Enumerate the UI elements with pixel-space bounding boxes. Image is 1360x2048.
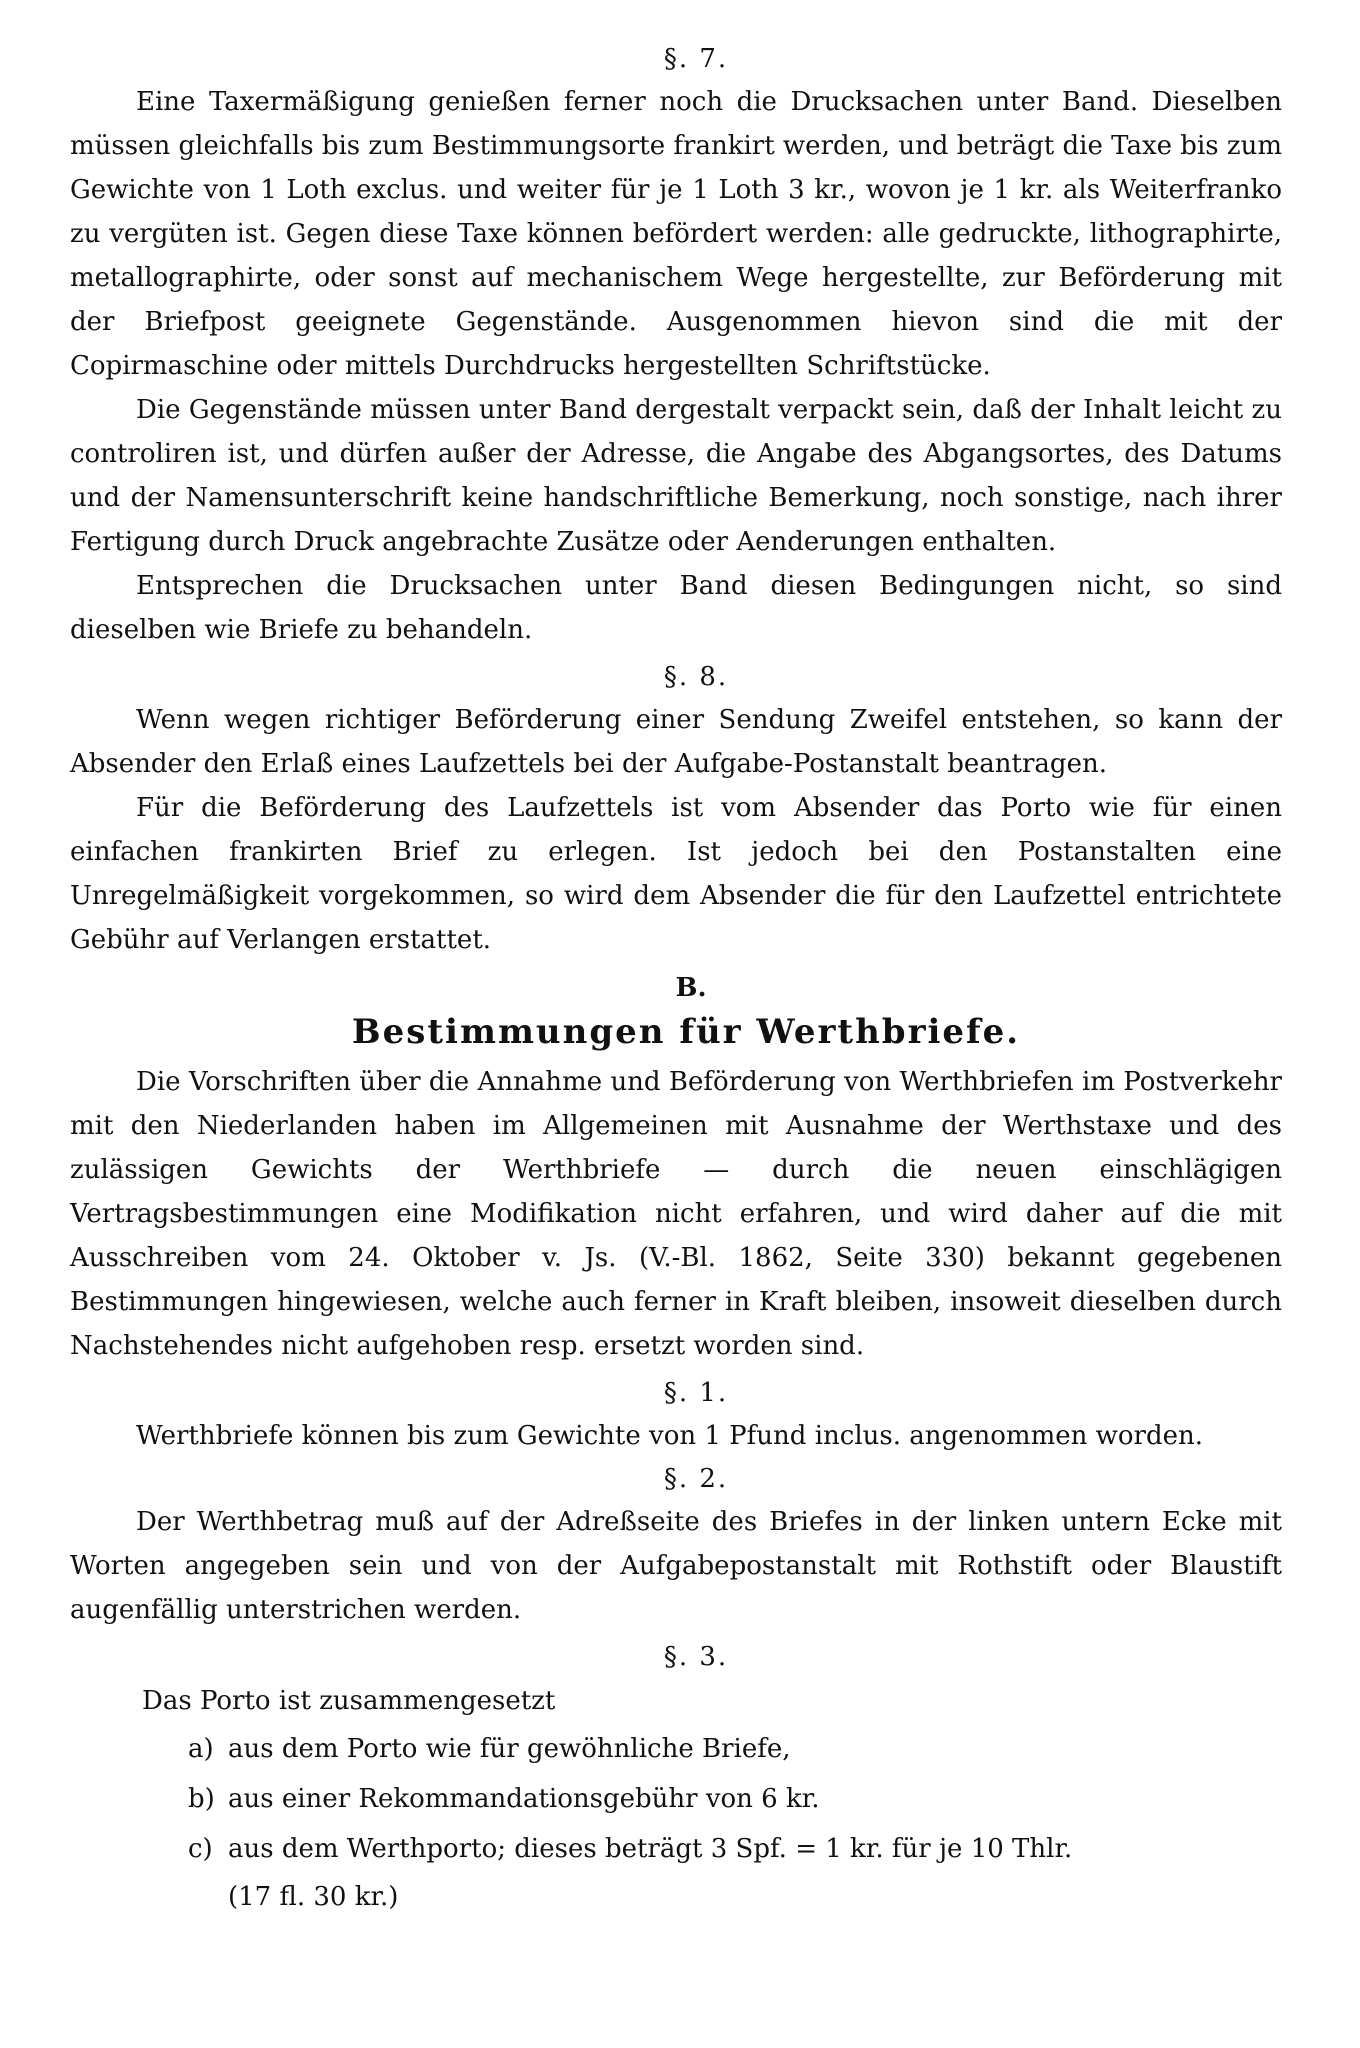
- section-7-paragraph-2: Die Gegenstände müssen unter Band dergestalt verpackt sein, daß der Inhalt leicht zu controliren ist, und dürfen außer der Adresse, die Angabe des Abgangsortes, des Datums und der Namensunterschrift keine handschriftliche Bemerkung, noch sonstige, nach ihrer Fertigung durch Druck angebrachte Zusätze oder Aenderungen enthalten.: [70, 395, 1282, 557]
- part-b-section-2-heading: §. 2.: [663, 1464, 729, 1494]
- list-item-text: aus dem Werthporto; dieses beträgt 3 Spf. = 1 kr. für je 10 Thlr.: [228, 1834, 1073, 1864]
- list-item-mark: a): [188, 1734, 214, 1764]
- part-b-section-3-intro: Das Porto ist zusammengesetzt: [142, 1686, 556, 1716]
- section-7-heading: §. 7.: [663, 44, 729, 74]
- section-7-paragraph-1: Eine Taxermäßigung genießen ferner noch die Drucksachen unter Band. Dieselben müssen gleichfalls bis zum Bestimmungsorte frankirt werden, und beträgt die Taxe bis zum Gewichte von 1 Loth exclus. und weiter für je 1 Loth 3 kr., wovon je 1 kr. als Weiterfranko zu vergüten ist. Gegen diese Taxe können befördert werden: alle gedruckte, lithographirte, metallographirte, oder sonst auf mechanischem Wege hergestellte, zur Beförderung mit der Briefpost geeignete Gegenstände. Ausgenommen hievon sind die mit der Copirmaschine oder mittels Durchdrucks hergestellten Schriftstücke.: [70, 87, 1282, 381]
- list-item: [70, 1774, 1282, 1824]
- list-item-text: aus einer Rekommandationsgebühr von 6 kr.: [228, 1784, 820, 1814]
- part-b-letter: B.: [675, 973, 707, 1003]
- part-b-section-3-heading: §. 3.: [663, 1642, 729, 1672]
- section-7-paragraph-3: Entsprechen die Drucksachen unter Band diesen Bedingungen nicht, so sind dieselben wie Briefe zu behandeln.: [70, 571, 1282, 645]
- list-item-mark: c): [188, 1834, 213, 1864]
- part-b-section-1-heading: §. 1.: [663, 1378, 729, 1408]
- part-b-section-2-text: Der Werthbetrag muß auf der Adreßseite des Briefes in der linken untern Ecke mit Worten angegeben sein und von der Aufgabepostanstalt mit Rothstift oder Blaustift augenfällig unterstrichen werden.: [70, 1507, 1282, 1625]
- list-item-text: aus dem Porto wie für gewöhnliche Briefe,: [228, 1734, 791, 1764]
- section-8-paragraph-1: Wenn wegen richtiger Beförderung einer Sendung Zweifel entstehen, so kann der Absender den Erlaß eines Laufzettels bei der Aufgabe-Postanstalt beantragen.: [70, 705, 1282, 779]
- list-item: [70, 1824, 1282, 1874]
- part-b-section-1-text: Werthbriefe können bis zum Gewichte von 1 Pfund inclus. angenommen worden.: [136, 1421, 1204, 1451]
- list-item-mark: b): [188, 1784, 215, 1814]
- list-item-continuation: (17 fl. 30 kr.): [228, 1882, 399, 1912]
- section-8-paragraph-2: Für die Beförderung des Laufzettels ist vom Absender das Porto wie für einen einfachen frankirten Brief zu erlegen. Ist jedoch bei den Postanstalten eine Unregelmäßigkeit vorgekommen, so wird dem Absender die für den Laufzettel entrichtete Gebühr auf Verlangen erstattet.: [70, 793, 1282, 955]
- part-b-title: Bestimmungen für Werthbriefe.: [351, 1012, 1021, 1052]
- list-item: [70, 1724, 1282, 1774]
- part-b-intro: Die Vorschriften über die Annahme und Beförderung von Werthbriefen im Postverkehr mit den Niederlanden haben im Allgemeinen mit Ausnahme der Werthstaxe und des zulässigen Gewichts der Werthbriefe — durch die neuen einschlägigen Vertragsbestimmungen eine Modifikation nicht erfahren, und wird daher auf die mit Ausschreiben vom 24. Oktober v. Js. (V.-Bl. 1862, Seite 330) bekannt gegebenen Bestimmungen hingewiesen, welche auch ferner in Kraft bleiben, insoweit dieselben durch Nachstehendes nicht aufgehoben resp. ersetzt worden sind.: [70, 1067, 1282, 1361]
- porto-components-list: [70, 1724, 1282, 1874]
- section-8-heading: §. 8.: [663, 662, 729, 692]
